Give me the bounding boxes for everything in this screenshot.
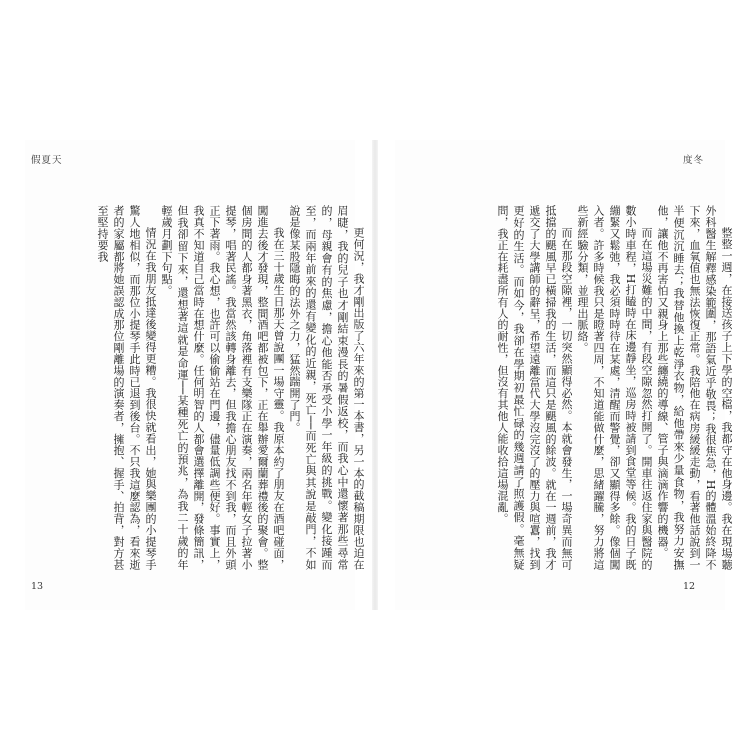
right-running-header: 度冬 (683, 155, 705, 166)
paragraph: 我在三十歲生日那天曾說團一場守靈。我原本約了朋友在酒吧碰面，闖進去後才發現，整間酒吧都被包下，正在舉辦愛爾蘭葬禮後的聚會。整個房間的人都身著黑衣，角落裡有支樂隊正在演奏，兩名年輕女子拉著小提琴，唱著民謠。我當然該轉身離去，但我擔心朋友找不到我，而且外頭正下著雨。我心想，也許可以偷偷站在門邊，儘量低調些便好。事實上，我真不知道自己當時在想什麼。任何明智的人都會選擇離開，發條簡訊，但我卻留下來，還想著這就是命運──某種死亡的預兆，為我二十歲的年輕歲月劃下句點。 (160, 205, 285, 570)
paragraph: 整整一週，在接送孩子上下學的空檔，我都守在他身邊。我在現場聽外科醫生解釋感染範圍，那語氣近乎敬畏；我很焦急，H的體溫始終降不下來，血氧值也無法恢復正常。我陪他在病房緩緩走動，看著他話說到一半便沉沉睡去；我替他換上乾淨衣物，給他帶來少量食物，我努力安撫他，讓他不再害怕又親身上那些纏繞的導線、管子與滴滴作響的機器。 (656, 205, 733, 570)
right-page-number: 12 (683, 581, 696, 592)
book-gutter (372, 140, 378, 610)
paragraph: 更何況，我才剛出版了六年來的第一本書，另一本的截稿期限也迫在眉睫，我的兒子也才剛結束漫長的暑假返校，而我心中還懷著那些尋常的，母親會有的焦慮，擔心他能否承受小學一年級的挑戰。變化接踵而至，而兩年前來的還有變化的近親，死亡──而死亡與其說是敲門，不如說是像某股隱晦的法外之力，猛然踹開了門。 (288, 205, 365, 570)
paragraph: 情況在我朋友抵達後變得更糟。我很快就看出，她與樂團的小提琴手驚人地相似，而那位小提琴手此時已退到後台。不只我這麼認為，看來逝者的家屬都將她誤認成那位剛離場的演奏者，擁抱、握手、拍背，對方甚至堅持要我 (96, 205, 157, 570)
paragraph: 而在那段空隙裡，一切突然顯得必然。本就會發生，一場奇異而無可抵擋的颶風早已橫掃我的生活，而這只是颶風的餘波。就在一週前，我才遞交了大學講師的辭呈，希望遠離當代大學沒完沒了的壓力與喧囂，找到更好的生活。而如今，我卻在學期初最忙碌的幾週請了照護假。毫無疑問，我正在耗盡所有人的耐性，但沒有其他人能收拾這場混亂。 (496, 205, 573, 570)
left-running-header: 假夏天 (31, 155, 63, 166)
right-page-body (422, 205, 734, 570)
paragraph: 而在這場災難的中間，有段空隙忽然打開了。開車往返住家與醫院的數小時車程，H打瞌時在床邊靜坐，巡房時被請到食堂等候。我的日子既繃緊又鬆弛，我必須時時待在某處，清醒而警覺，卻又顯得多餘。像個闖入者。許多時候我只是瞪著四周，不知道能做什麼，思緒躍騰，努力將這些新經驗分類，並理出脈絡。 (576, 205, 653, 570)
left-page-number: 13 (31, 581, 44, 592)
left-page-body (48, 205, 366, 570)
